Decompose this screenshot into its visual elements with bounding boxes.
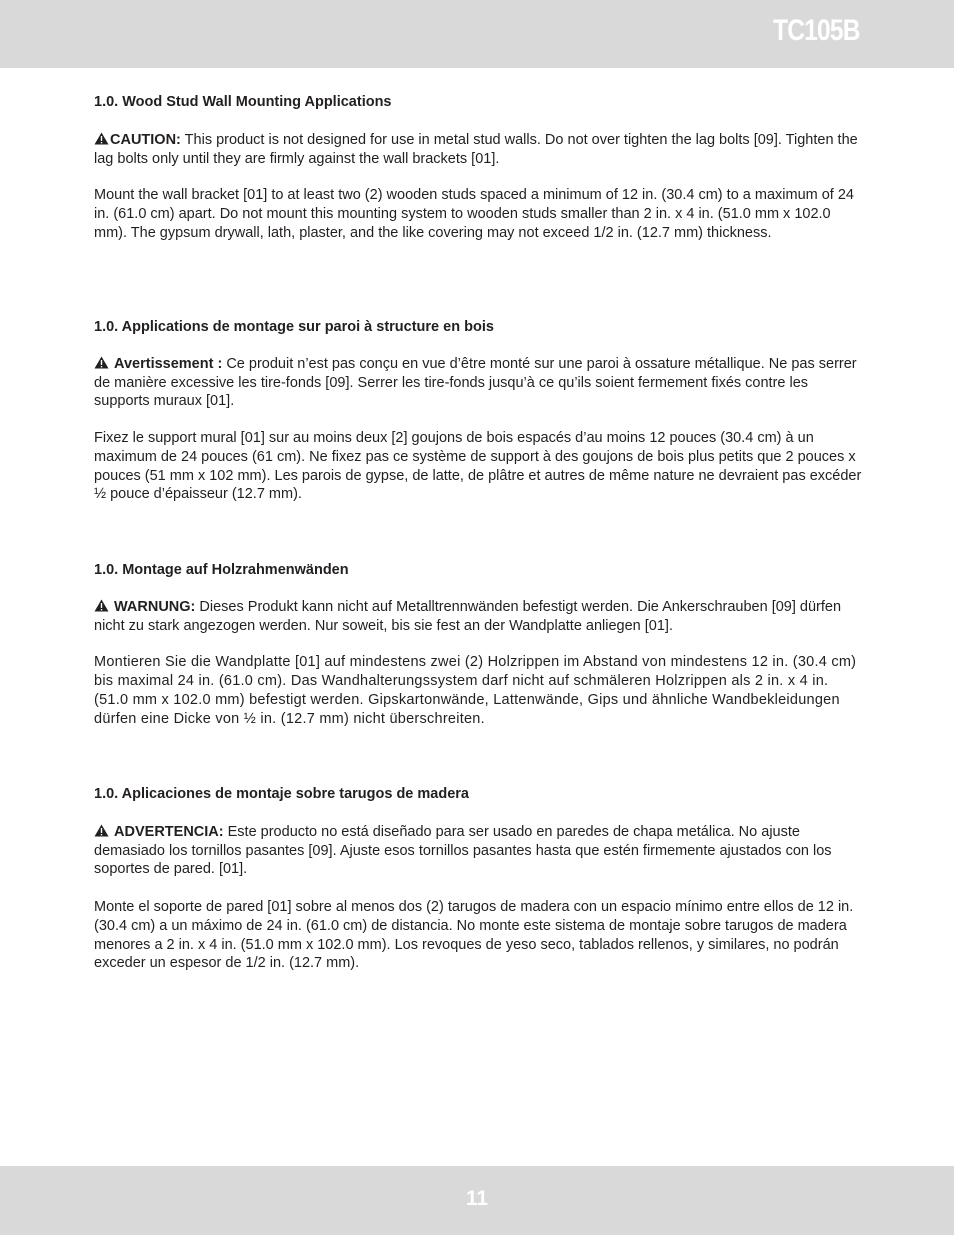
- caution-paragraph: [94, 598, 862, 635]
- warning-triangle-icon: [94, 132, 109, 145]
- caution-paragraph: [94, 823, 862, 879]
- body-paragraph: Monte el soporte de pared [01] sobre al menos dos (2) tarugos de madera con un espacio mínimo entre ellos de 12 in. (30.4 cm) a un máximo de 24 in. (61.0 cm) de distancia. No monte este sistema de montaje sobre tarugos de madera menores a 2 in. x 4 in. (51.0 mm x 102.0 mm). Los revoques de yeso seco, tablados rellenos, y similares, no podrán exceder un espesor de 1/2 in. (12.7 mm).: [94, 899, 854, 972]
- section-heading: 1.0. Applications de montage sur paroi à structure en bois: [94, 319, 494, 335]
- page-footer: [0, 1166, 954, 1235]
- warning-label: WARNUNG:: [114, 599, 196, 615]
- section-english: [94, 93, 862, 243]
- body-paragraph: Montieren Sie die Wandplatte [01] auf mindestens zwei (2) Holzrippen im Abstand von mindestens 12 in. (30.4 cm) bis maximal 24 in. (61.0 cm). Das Wandhalterungssystem darf nicht auf schmäleren Holzrippen als 2 in. x 4 in. (51.0 mm x 102.0 mm) befestigt werden. Gipskartonwände, Lattenwände, Gips und ähnliche Wandbekleidungen dürfen eine Dicke von ½ in. (12.7 mm) nicht überschreiten.: [94, 654, 857, 727]
- warning-label: ADVERTENCIA:: [114, 824, 224, 840]
- page-header: [0, 0, 954, 68]
- section-heading: 1.0. Montage auf Holzrahmenwänden: [94, 562, 349, 578]
- warning-label: CAUTION:: [110, 132, 181, 148]
- body-paragraph: Mount the wall bracket [01] to at least two (2) wooden studs spaced a minimum of 12 in. (30.4 cm) to a maximum of 24 in. (61.0 cm) apart. Do not mount this mounting system to wooden studs smaller than 2 in. x 4 in. (51.0 mm x 102.0 mm). The gypsum drywall, lath, plaster, and the like covering may not exceed 1/2 in. (12.7 mm) thickness.: [94, 187, 854, 241]
- caution-paragraph: [94, 355, 862, 411]
- section-heading: 1.0. Aplicaciones de montaje sobre tarugos de madera: [94, 786, 469, 802]
- warning-text: Este producto no está diseñado para ser usado en paredes de chapa metálica. No ajuste demasiado los tornillos pasantes [09]. Ajuste esos tornillos pasantes hasta que estén firmemente ajustados con los soportes de pared. [01].: [94, 824, 832, 878]
- section-heading: 1.0. Wood Stud Wall Mounting Applications: [94, 94, 392, 110]
- section-spanish: [94, 785, 862, 973]
- body-paragraph: Fixez le support mural [01] sur au moins deux [2] goujons de bois espacés d’au moins 12 pouces (30.4 cm) à un maximum de 24 pouces (61 cm). Ne fixez pas ce système de support à des goujons de bois plus petits que 2 pouces x pouces (51 mm x 102 mm). Les parois de gypse, de latte, de plâtre et autres de même nature ne devraient pas excéder ½ pouce d’épaisseur (12.7 mm).: [94, 430, 862, 503]
- warning-triangle-icon: [94, 356, 109, 369]
- warning-triangle-icon: [94, 599, 109, 612]
- page-number: 11: [465, 1187, 489, 1210]
- warning-triangle-icon: [94, 824, 109, 837]
- section-french: [94, 318, 862, 504]
- warning-text: Dieses Produkt kann nicht auf Metalltrennwänden befestigt werden. Die Ankerschrauben [09] dürfen nicht zu stark angezogen werden. Nur soweit, bis sie fest an der Wandplatte anliegen [01].: [94, 599, 842, 634]
- caution-paragraph: [94, 131, 862, 168]
- model-number: TC105B: [773, 14, 860, 47]
- warning-text: Ce produit n’est pas conçu en vue d’être monté sur une paroi à ossature métallique. Ne pas serrer de manière excessive les tire-fonds [09]. Serrer les tire-fonds jusqu’à ce qu’ils soient fermement fixés contre les supports muraux [01].: [94, 356, 857, 410]
- section-german: [94, 561, 862, 728]
- warning-label: Avertissement :: [114, 356, 223, 372]
- warning-text: This product is not designed for use in metal stud walls. Do not over tighten the lag bolts [09]. Tighten the lag bolts only until they are firmly against the wall brackets [01].: [94, 132, 858, 167]
